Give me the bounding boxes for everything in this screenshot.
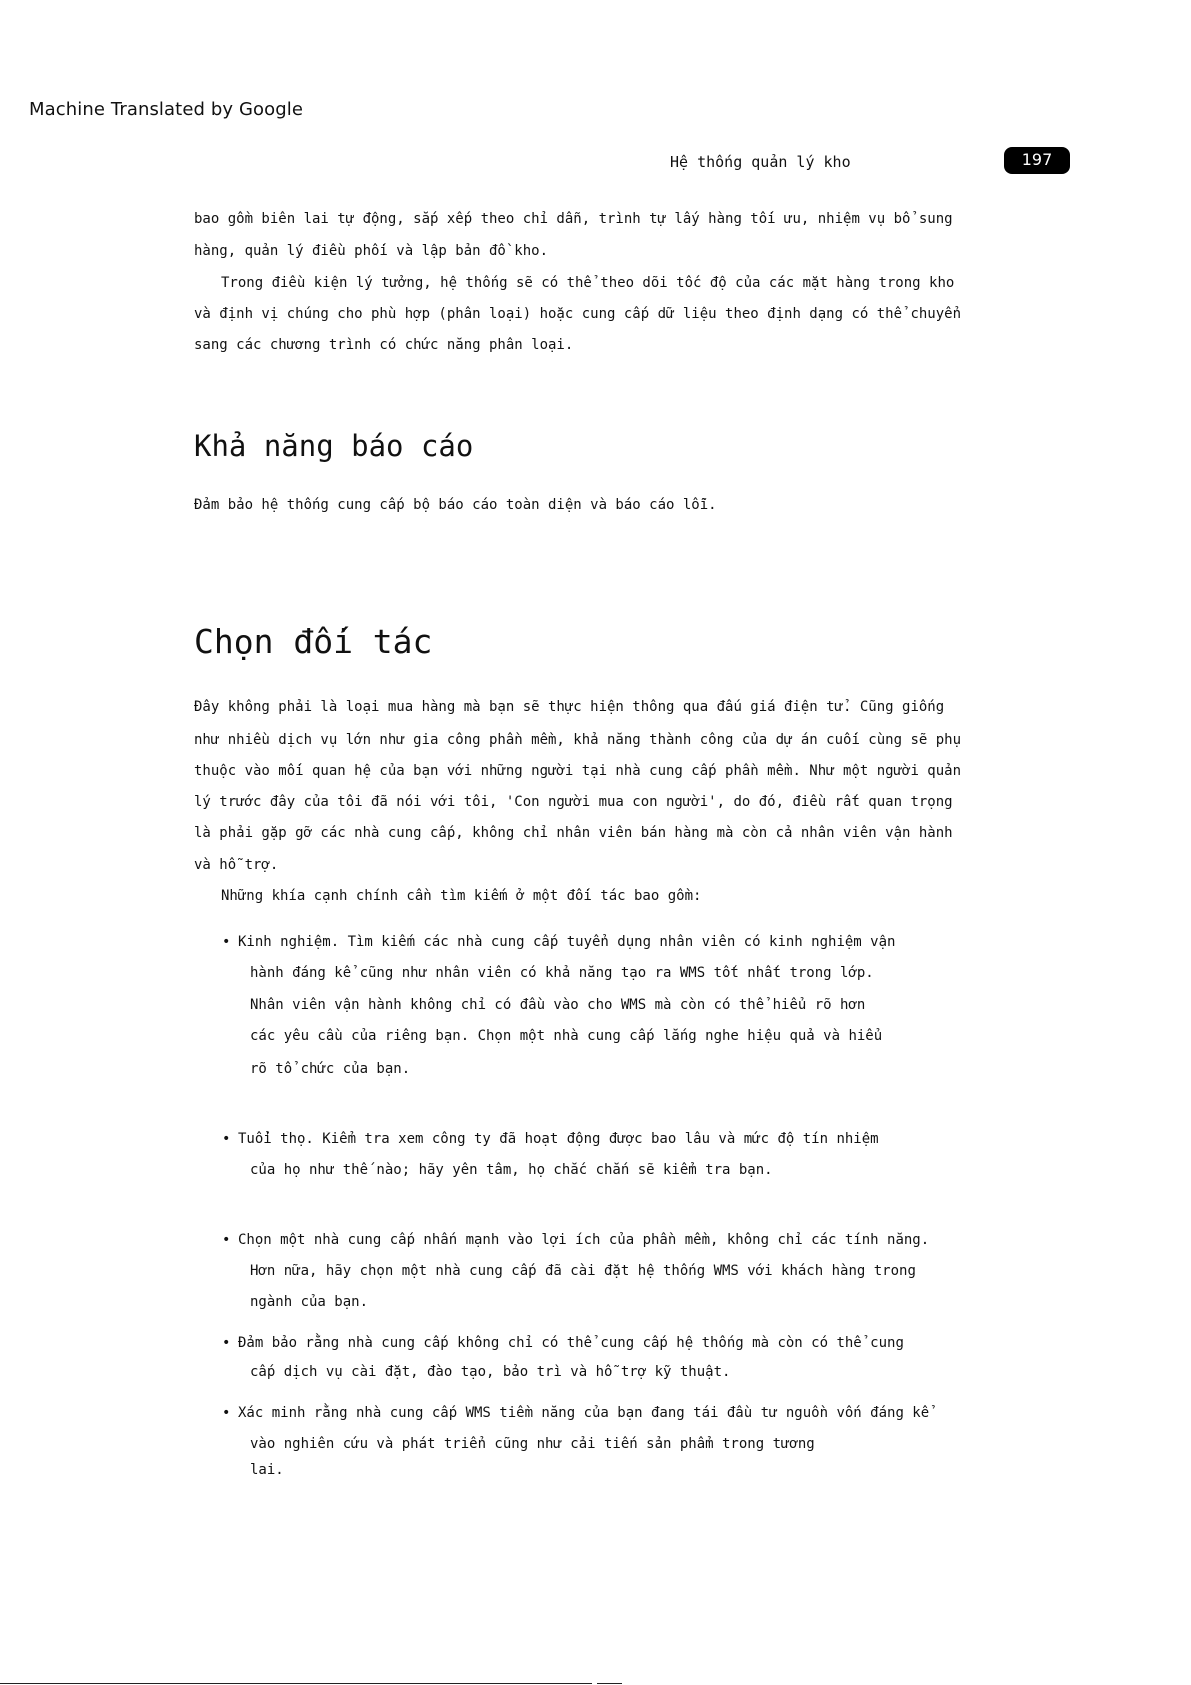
partner-line-5: là phải gặp gỡ các nhà cung cấp, không chỉ nhân viên bán hàng mà còn cả nhân viên vận hành — [194, 825, 953, 841]
bullet-1-line-5: rõ tổ chức của bạn. — [250, 1061, 411, 1077]
bullet-marker: • — [222, 1232, 231, 1248]
intro-line-1: bao gồm biên lai tự động, sắp xếp theo chỉ dẫn, trình tự lấy hàng tối ưu, nhiệm vụ bổ sung — [194, 211, 953, 227]
footer-rule — [0, 1683, 592, 1684]
bullet-2-line-2: của họ như thế nào; hãy yên tâm, họ chắc chắn sẽ kiểm tra bạn. — [250, 1162, 773, 1178]
machine-translation-watermark: Machine Translated by Google — [29, 99, 304, 120]
bullet-5-line-1: Xác minh rằng nhà cung cấp WMS tiềm năng của bạn đang tái đầu tư nguồn vốn đáng kể — [238, 1405, 930, 1421]
bullet-5-line-3: lai. — [250, 1462, 284, 1478]
section-heading-reporting: Khả năng báo cáo — [194, 429, 474, 463]
intro-line-3: Trong điều kiện lý tưởng, hệ thống sẽ có thể theo dõi tốc độ của các mặt hàng trong kho — [221, 275, 955, 291]
partner-line-6: và hỗ trợ. — [194, 857, 279, 873]
partner-lead-in: Những khía cạnh chính cần tìm kiếm ở một đối tác bao gồm: — [221, 888, 702, 904]
bullet-3-line-2: Hơn nữa, hãy chọn một nhà cung cấp đã cài đặt hệ thống WMS với khách hàng trong — [250, 1263, 916, 1279]
bullet-marker: • — [222, 1131, 231, 1147]
bullet-5-line-2: vào nghiên cứu và phát triển cũng như cải tiến sản phẩm trong tương — [250, 1436, 815, 1452]
running-header-title: Hệ thống quản lý kho — [670, 153, 851, 171]
intro-line-4: và định vị chúng cho phù hợp (phân loại) hoặc cung cấp dữ liệu theo định dạng có thể chuyển — [194, 306, 962, 322]
bullet-marker: • — [222, 1335, 231, 1351]
bullet-2-line-1: Tuổi thọ. Kiểm tra xem công ty đã hoạt động được bao lâu và mức độ tín nhiệm — [238, 1131, 879, 1147]
partner-line-3: thuộc vào mối quan hệ của bạn với những người tại nhà cung cấp phần mềm. Như một người quản — [194, 763, 962, 779]
bullet-marker: • — [222, 934, 231, 950]
partner-line-2: như nhiều dịch vụ lớn như gia công phần mềm, khả năng thành công của dự án cuối cùng sẽ phụ — [194, 732, 962, 748]
section-heading-partner: Chọn đối tác — [194, 622, 433, 661]
reporting-text: Đảm bảo hệ thống cung cấp bộ báo cáo toàn diện và báo cáo lỗi. — [194, 497, 717, 513]
intro-line-5: sang các chương trình có chức năng phân loại. — [194, 337, 574, 353]
bullet-4-line-1: Đảm bảo rằng nhà cung cấp không chỉ có thể cung cấp hệ thống mà còn có thể cung — [238, 1335, 904, 1351]
bullet-1-line-2: hành đáng kể cũng như nhân viên có khả năng tạo ra WMS tốt nhất trong lớp. — [250, 965, 874, 981]
footer-rule-segment — [597, 1683, 622, 1684]
partner-line-1: Đây không phải là loại mua hàng mà bạn sẽ thực hiện thông qua đấu giá điện tử. Cũng giống — [194, 699, 945, 715]
bullet-1-line-1: Kinh nghiệm. Tìm kiếm các nhà cung cấp tuyển dụng nhân viên có kinh nghiệm vận — [238, 934, 896, 950]
page-number-badge: 197 — [1004, 147, 1070, 174]
intro-line-2: hàng, quản lý điều phối và lập bản đồ kho. — [194, 243, 549, 259]
bullet-1-line-3: Nhân viên vận hành không chỉ có đầu vào cho WMS mà còn có thể hiểu rõ hơn — [250, 997, 866, 1013]
bullet-1-line-4: các yêu cầu của riêng bạn. Chọn một nhà cung cấp lắng nghe hiệu quả và hiểu — [250, 1028, 883, 1044]
bullet-marker: • — [222, 1405, 231, 1421]
bullet-4-line-2: cấp dịch vụ cài đặt, đào tạo, bảo trì và hỗ trợ kỹ thuật. — [250, 1364, 731, 1380]
bullet-3-line-3: ngành của bạn. — [250, 1294, 369, 1310]
partner-line-4: lý trước đây của tôi đã nói với tôi, 'Con người mua con người', do đó, điều rất quan trọng — [194, 794, 953, 810]
bullet-3-line-1: Chọn một nhà cung cấp nhấn mạnh vào lợi ích của phần mềm, không chỉ các tính năng. — [238, 1232, 930, 1248]
